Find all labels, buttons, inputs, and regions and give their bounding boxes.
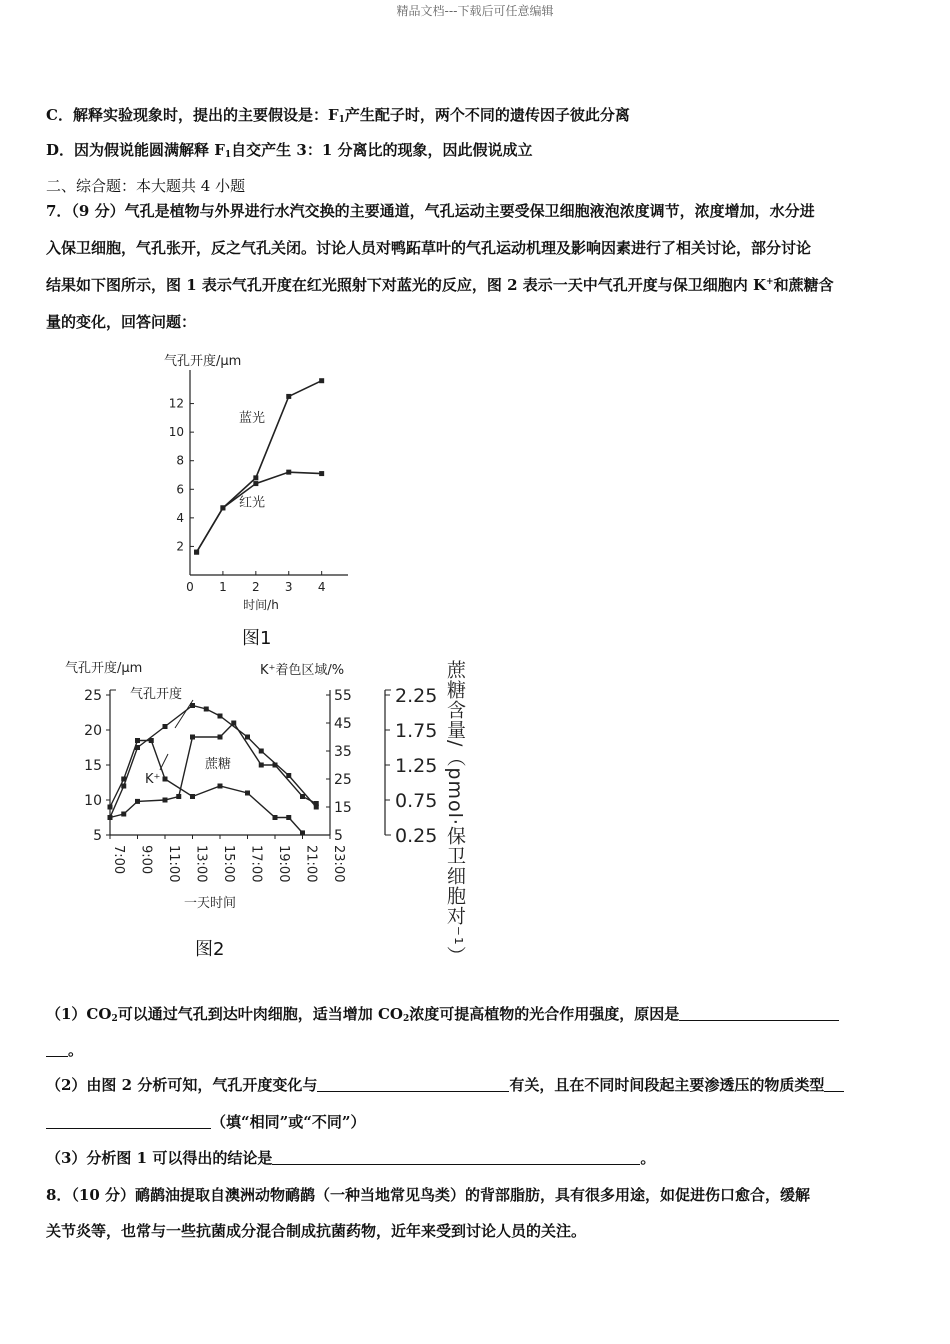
y-tick-label: 10 bbox=[168, 425, 184, 440]
left-tick-label: 25 bbox=[84, 688, 102, 704]
mid-tick-label: 5 bbox=[334, 828, 343, 844]
x-tick-label: 11:00 bbox=[166, 845, 181, 883]
x-tick-label: 3 bbox=[284, 580, 293, 594]
q8-line1: 8．（10 分）鸸鹋油提取自澳洲动物鸸鹋（一种当地常见鸟类）的背部脂肪，具有很多用途，如促进伤口愈合，缓解 bbox=[46, 1186, 811, 1204]
page-header: 精品文档---下载后可任意编辑 bbox=[396, 4, 554, 18]
data-point bbox=[190, 794, 195, 799]
x-tick-label: 1 bbox=[219, 580, 227, 594]
y-tick-label: 8 bbox=[176, 453, 184, 468]
data-point bbox=[319, 378, 324, 383]
x-tick-label: 2 bbox=[252, 580, 260, 594]
data-point bbox=[259, 749, 264, 754]
series-line-1 bbox=[197, 472, 322, 552]
series-label: 气孔开度 bbox=[130, 687, 183, 702]
series-label: 红光 bbox=[239, 495, 266, 511]
answer-blank-1[interactable] bbox=[679, 1006, 839, 1021]
x-tick-label: 17:00 bbox=[248, 845, 264, 883]
left-tick-label: 10 bbox=[84, 793, 102, 809]
series-label: K⁺ bbox=[145, 772, 161, 787]
q7-part2: （2）由图 2 分析可知，气孔开度变化与 有关，且在不同时间段起主要渗透压的物质类型 bbox=[46, 1074, 844, 1095]
series-line-0 bbox=[197, 381, 322, 552]
x-tick-label: 4 bbox=[317, 580, 326, 594]
data-point bbox=[194, 550, 199, 555]
x-tick-label: 0 bbox=[186, 580, 194, 594]
x-tick-label: 15:00 bbox=[221, 845, 236, 883]
right-tick-label: 1.25 bbox=[395, 755, 438, 777]
data-point bbox=[300, 830, 305, 835]
series-label: 蔗糖 bbox=[205, 757, 232, 772]
y-tick-label: 12 bbox=[168, 396, 184, 411]
q7-part1-cont: 。 bbox=[46, 1039, 83, 1060]
y-axis-label: 气孔开度/μm bbox=[164, 354, 242, 369]
data-point bbox=[218, 784, 223, 789]
right-tick-label: 2.25 bbox=[395, 685, 438, 707]
left-axis-label: 气孔开度/μm bbox=[65, 661, 143, 676]
figure-1 bbox=[150, 345, 370, 645]
y-tick-label: 6 bbox=[176, 482, 184, 497]
q8-line2: 关节炎等，也常与一些抗菌成分混合制成抗菌药物，近年来受到讨论人员的关注。 bbox=[46, 1222, 587, 1240]
q7-line3: 结果如下图所示，图 1 表示气孔开度在红光照射下对蓝光的反应，图 2 表示一天中气孔开度与保卫细胞内 K+和蔗糖含 bbox=[46, 276, 834, 294]
left-tick-label: 5 bbox=[93, 828, 102, 844]
data-point bbox=[273, 763, 278, 768]
series-leader bbox=[160, 754, 168, 770]
data-point bbox=[163, 724, 168, 729]
series-label: 蓝光 bbox=[239, 411, 266, 427]
q7-line2: 入保卫细胞，气孔张开，反之气孔关闭。讨论人员对鸭跖草叶的气孔运动机理及影响因素进行了相关讨论，部分讨论 bbox=[46, 239, 812, 257]
answer-blank-2[interactable] bbox=[317, 1077, 509, 1092]
data-point bbox=[245, 791, 250, 796]
figure-1-chart bbox=[150, 345, 370, 645]
q7-part3: （3）分析图 1 可以得出的结论是 。 bbox=[46, 1149, 656, 1167]
figure-2-caption: 图2 bbox=[195, 939, 225, 960]
right-tick-label: 0.25 bbox=[395, 825, 438, 847]
data-point bbox=[163, 777, 168, 782]
data-point bbox=[218, 714, 223, 719]
q7-part1: $(1)CO_2$可以通过气孔到达叶肉细胞，适当增加 $CO_2$浓度可提高植物的光合作用强度，原因是 bbox=[46, 1003, 839, 1024]
data-point bbox=[220, 505, 225, 510]
data-point bbox=[314, 801, 319, 806]
data-point bbox=[135, 738, 140, 743]
mid-tick-label: 15 bbox=[334, 800, 352, 816]
data-point bbox=[259, 763, 264, 768]
data-point bbox=[286, 815, 291, 820]
option-d: D．因为假说能圆满解释 $F_1$自交产生 3：1 分离比的现象，因此假说成立 bbox=[46, 141, 533, 160]
data-point bbox=[108, 815, 113, 820]
q7-part2-cont: （填“相同”或“不同”） bbox=[46, 1111, 366, 1132]
y-tick-label: 2 bbox=[176, 539, 184, 554]
x-axis-label: 时间/h bbox=[243, 598, 279, 612]
data-point bbox=[286, 394, 291, 399]
answer-blank-3b[interactable] bbox=[46, 1114, 211, 1129]
x-tick-label: 23:00 bbox=[331, 845, 346, 883]
data-point bbox=[121, 812, 126, 817]
x-tick-label: 7:00 bbox=[111, 845, 126, 875]
data-point bbox=[319, 471, 324, 476]
data-point bbox=[149, 738, 154, 743]
figure-2-chart bbox=[55, 650, 525, 960]
data-point bbox=[121, 784, 126, 789]
left-tick-label: 15 bbox=[84, 758, 102, 774]
answer-blank-3[interactable] bbox=[824, 1077, 844, 1092]
data-point bbox=[204, 707, 209, 712]
answer-blank-1b[interactable] bbox=[46, 1042, 68, 1057]
x-tick-label: 13:00 bbox=[193, 845, 209, 883]
data-point bbox=[176, 794, 181, 799]
data-point bbox=[300, 794, 305, 799]
data-point bbox=[190, 735, 195, 740]
figure-1-caption: 图1 bbox=[242, 628, 272, 649]
data-point bbox=[286, 470, 291, 475]
data-point bbox=[253, 475, 258, 480]
x-axis-label: 一天时间 bbox=[183, 896, 237, 911]
right-tick-label: 1.75 bbox=[395, 720, 438, 742]
data-point bbox=[253, 481, 258, 486]
data-point bbox=[121, 777, 126, 782]
q7-line1: 7．（9 分）气孔是植物与外界进行水汽交换的主要通道，气孔运动主要受保卫细胞液泡浓度调节，浓度增加，水分进 bbox=[46, 202, 815, 220]
q7-line4: 量的变化，回答问题： bbox=[46, 313, 197, 331]
mid-tick-label: 45 bbox=[334, 716, 352, 732]
data-point bbox=[218, 735, 223, 740]
right-axis-label: 蔗糖含量/（pmol·保卫细胞对⁻¹） bbox=[444, 660, 466, 960]
mid-axis-label: K⁺着色区域/% bbox=[260, 663, 345, 678]
right-tick-label: 0.75 bbox=[395, 790, 438, 812]
data-point bbox=[286, 773, 291, 778]
data-point bbox=[163, 798, 168, 803]
mid-tick-label: 55 bbox=[334, 688, 352, 704]
mid-tick-label: 35 bbox=[334, 744, 352, 760]
x-tick-label: 9:00 bbox=[138, 845, 154, 875]
mid-tick-label: 25 bbox=[334, 772, 352, 788]
data-point bbox=[108, 805, 113, 810]
data-point bbox=[245, 735, 250, 740]
data-point bbox=[135, 799, 140, 804]
left-tick-label: 20 bbox=[84, 723, 102, 739]
x-tick-label: 19:00 bbox=[276, 845, 291, 883]
data-point bbox=[273, 815, 278, 820]
data-point bbox=[231, 721, 236, 726]
series-leader bbox=[175, 700, 193, 728]
y-tick-label: 4 bbox=[176, 510, 184, 525]
x-tick-label: 21:00 bbox=[303, 845, 319, 883]
section-heading: 二、综合题：本大题共 4 小题 bbox=[46, 177, 246, 195]
option-c: C．解释实验现象时，提出的主要假设是：$F_1$产生配子时，两个不同的遗传因子彼此分离 bbox=[46, 106, 630, 125]
answer-blank-4[interactable] bbox=[272, 1150, 640, 1165]
figure-2 bbox=[55, 650, 525, 960]
